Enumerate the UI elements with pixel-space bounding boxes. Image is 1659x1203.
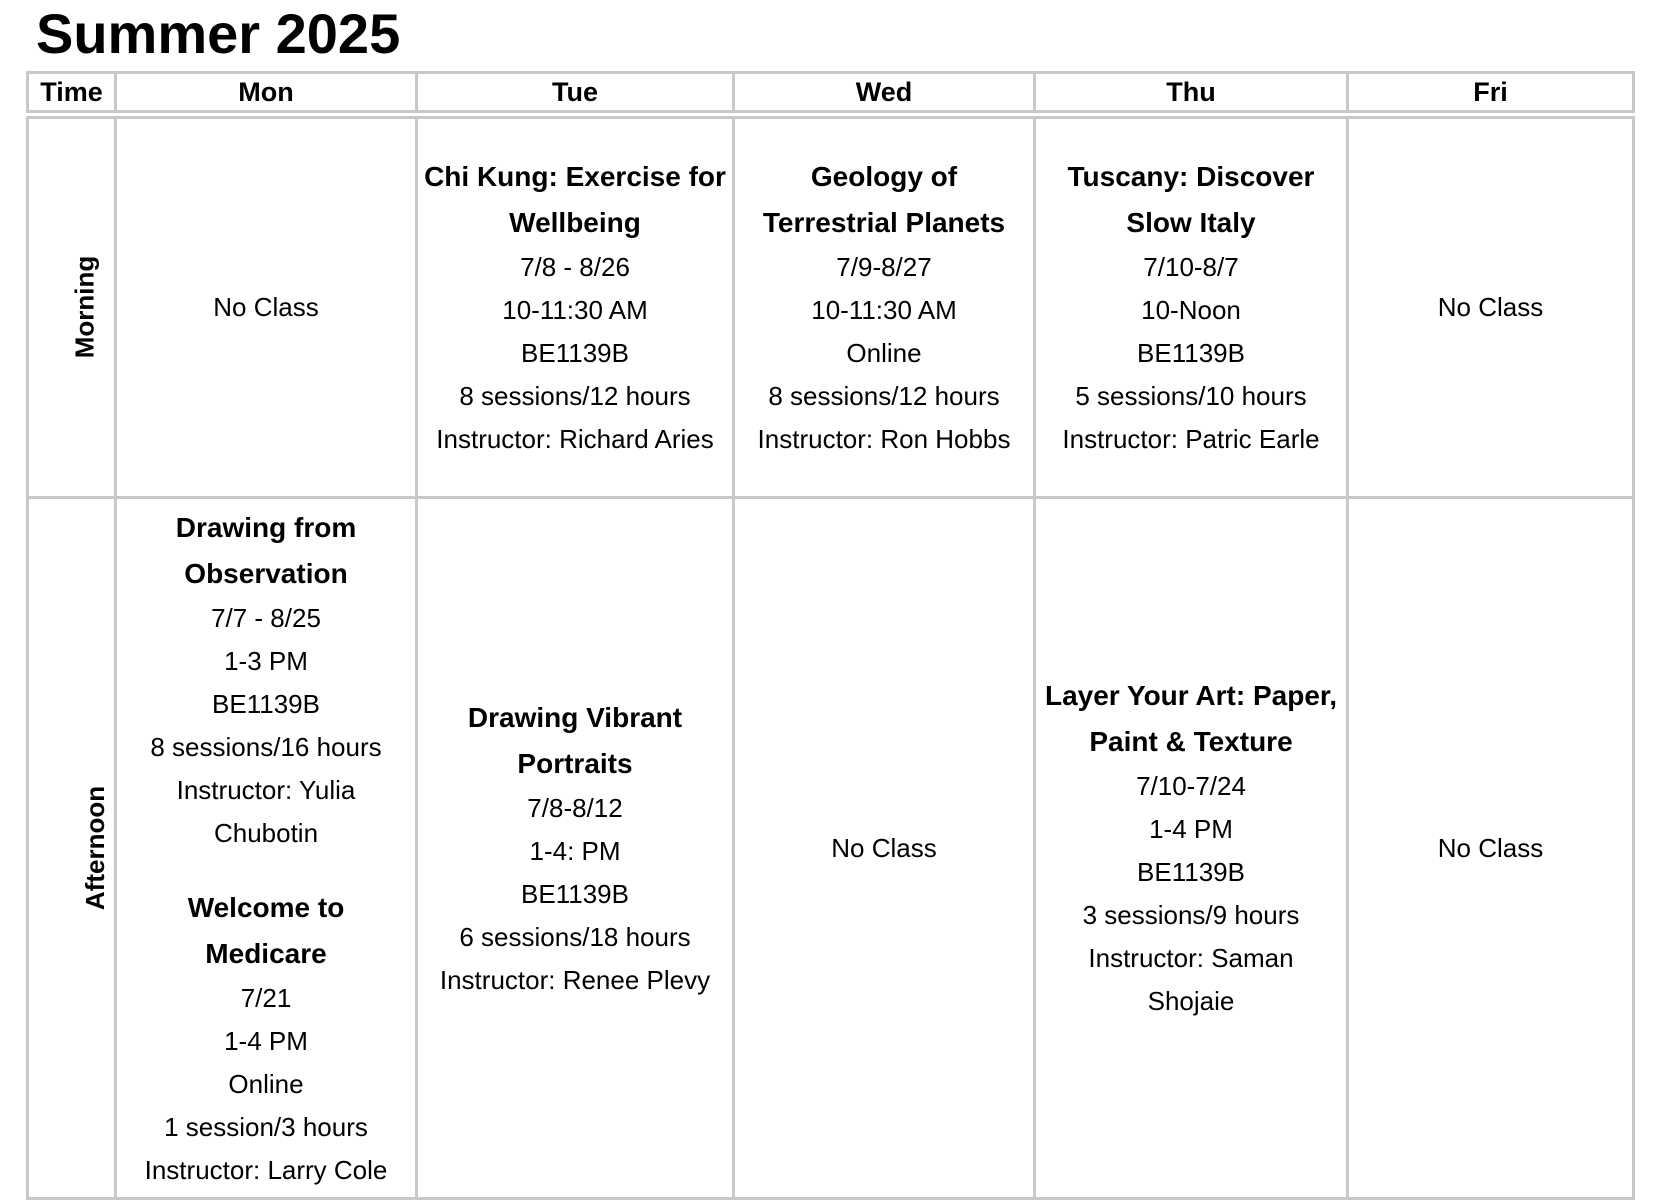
course-title: Welcome to — [187, 891, 345, 923]
course-instructor: Instructor: Richard Aries — [436, 424, 714, 454]
cell-morning-mon — [116, 115, 417, 498]
schedule-table — [26, 71, 1635, 1200]
course-dates: 7/8 - 8/26 — [520, 252, 630, 282]
course-time: 10-11:30 AM — [811, 295, 957, 325]
course-tuscany — [1040, 154, 1342, 461]
cell-morning-fri — [1348, 115, 1634, 498]
course-dates: 7/21 — [240, 982, 292, 1013]
course-geology — [739, 154, 1029, 461]
cell-afternoon-wed — [734, 498, 1035, 1199]
header-row — [28, 73, 1634, 115]
cell-afternoon-fri — [1348, 498, 1634, 1199]
afternoon-row — [28, 498, 1634, 1199]
course-dates: 7/9-8/27 — [836, 252, 932, 282]
cell-morning-tue — [417, 115, 734, 498]
course-sessions: 5 sessions/10 hours — [1075, 381, 1307, 411]
course-title: Paint & Texture — [1089, 726, 1293, 757]
slot-afternoon — [28, 498, 116, 1199]
course-title: Chi Kung: Exercise for — [424, 161, 726, 192]
cell-morning-thu — [1035, 115, 1348, 498]
course-room: BE1139B — [1137, 338, 1245, 368]
course-title: Portraits — [517, 747, 633, 779]
no-class-label: No Class — [831, 832, 937, 863]
course-title: Terrestrial Planets — [762, 207, 1006, 238]
course-chi-kung — [422, 154, 728, 461]
course-room: BE1139B — [1137, 857, 1245, 887]
no-class-label: No Class — [1437, 292, 1544, 322]
course-room: Online — [846, 338, 922, 368]
course-time: 10-11:30 AM — [502, 295, 648, 325]
cell-afternoon-mon — [116, 498, 417, 1199]
no-class-label: No Class — [213, 292, 319, 322]
header-fri: Fri — [1348, 73, 1634, 115]
course-instructor: Instructor: Renee Plevy — [439, 964, 711, 995]
slot-label-morning: Morning — [69, 255, 100, 359]
course-title: Wellbeing — [509, 207, 641, 238]
course-room: Online — [228, 1068, 304, 1099]
cell-morning-wed — [734, 115, 1035, 498]
course-title: Medicare — [205, 937, 327, 969]
cell-afternoon-thu — [1035, 498, 1348, 1199]
course-instructor: Instructor: Patric Earle — [1062, 424, 1320, 454]
course-sessions: 1 session/3 hours — [164, 1111, 368, 1142]
course-sessions: 8 sessions/16 hours — [150, 731, 382, 762]
slot-label-afternoon: Afternoon — [80, 785, 111, 910]
course-room: BE1139B — [521, 338, 629, 368]
course-drawing-portraits — [422, 695, 728, 1002]
course-instructor: Shojaie — [1147, 986, 1235, 1016]
course-welcome-medicare — [121, 885, 411, 1192]
course-title: Slow Italy — [1126, 207, 1256, 238]
header-tue: Tue — [417, 73, 734, 115]
course-instructor: Instructor: Larry Cole — [144, 1154, 388, 1185]
course-time: 1-3 PM — [224, 645, 308, 676]
header-mon: Mon — [116, 73, 417, 115]
course-sessions: 8 sessions/12 hours — [459, 381, 691, 411]
header-thu: Thu — [1035, 73, 1348, 115]
course-room: BE1139B — [212, 688, 320, 719]
course-title: Tuscany: Discover — [1067, 161, 1315, 192]
morning-row — [28, 115, 1634, 498]
course-dates: 7/10-7/24 — [1136, 771, 1246, 801]
course-title: Layer Your Art: Paper, — [1044, 680, 1338, 711]
page-title: Summer 2025 — [36, 2, 401, 65]
course-title: Observation — [184, 557, 348, 589]
course-dates: 7/7 - 8/25 — [211, 602, 321, 633]
cell-afternoon-tue — [417, 498, 734, 1199]
course-room: BE1139B — [521, 878, 629, 909]
course-instructor: Instructor: Yulia — [176, 774, 356, 805]
course-instructor: Instructor: Ron Hobbs — [757, 424, 1011, 454]
course-layer-your-art — [1040, 673, 1342, 1023]
slot-morning — [28, 115, 116, 498]
course-drawing-observation — [121, 505, 411, 855]
course-dates: 7/10-8/7 — [1143, 252, 1239, 282]
course-sessions: 3 sessions/9 hours — [1082, 900, 1300, 930]
header-wed: Wed — [734, 73, 1035, 115]
course-time: 10-Noon — [1141, 295, 1241, 325]
course-instructor: Instructor: Saman — [1088, 943, 1294, 973]
course-time: 1-4 PM — [224, 1025, 308, 1056]
course-sessions: 8 sessions/12 hours — [768, 381, 1000, 411]
course-title: Geology of — [810, 161, 958, 192]
course-dates: 7/8-8/12 — [527, 792, 623, 823]
course-time: 1-4 PM — [1149, 814, 1233, 844]
course-gap — [121, 855, 411, 885]
course-sessions: 6 sessions/18 hours — [459, 921, 691, 952]
header-time: Time — [28, 73, 116, 115]
course-title: Drawing from — [175, 511, 357, 543]
course-instructor: Chubotin — [213, 817, 319, 848]
no-class-label: No Class — [1437, 832, 1544, 863]
course-time: 1-4: PM — [529, 835, 621, 866]
course-title: Drawing Vibrant — [467, 701, 683, 733]
